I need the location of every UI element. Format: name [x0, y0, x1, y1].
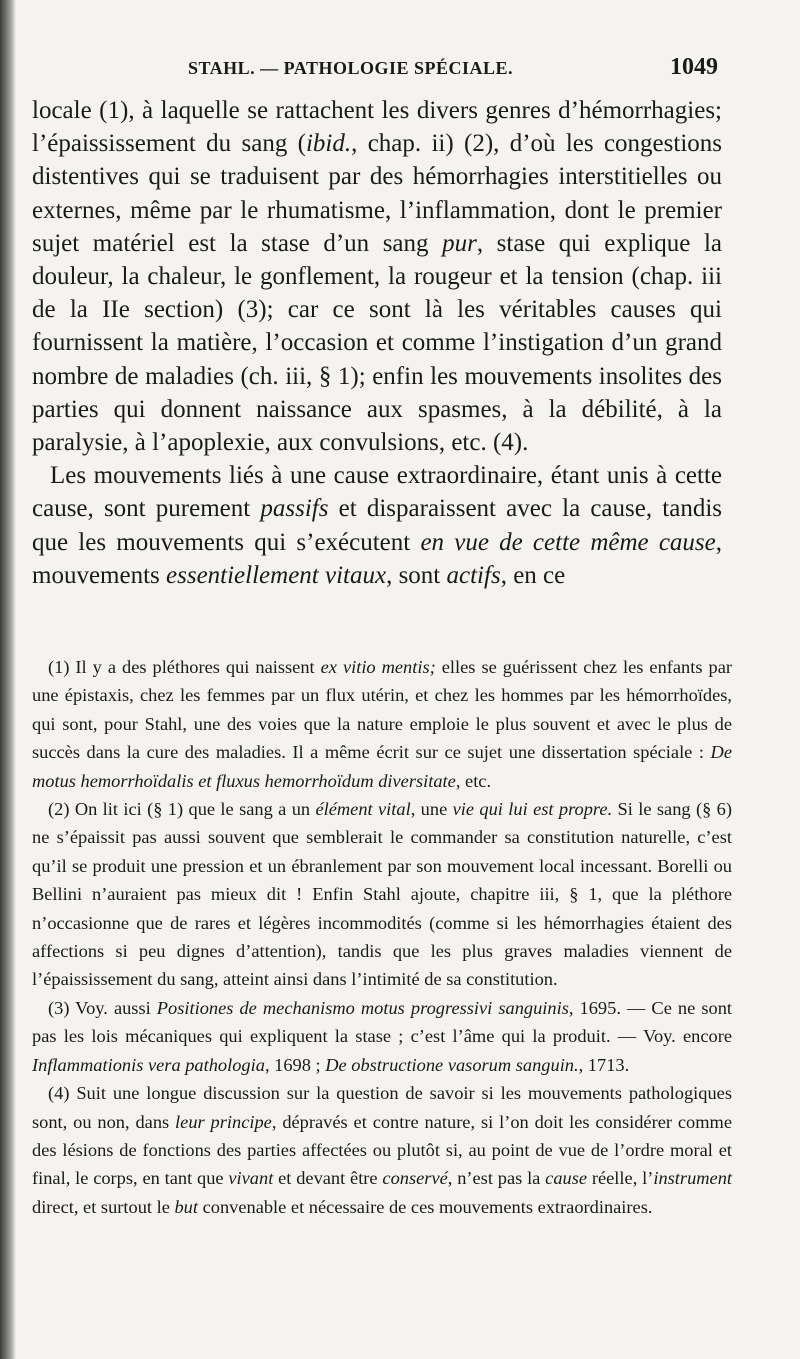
running-head: STAHL. — PATHOLOGIE SPÉCIALE. — [188, 58, 514, 78]
footnote-4: (4) Suit une longue discussion sur la question de savoir si les mouvements pathologiques sont, ou non, dans leur principe, dépravés et contre nature, si l’on doit les considérer comme des lésions de fonctions des parties affectées ou plutôt si, au point de vue de l’ordre moral et final, le corps, en tant que vivant et devant être conservé, n’est pas la cause réelle, l’instrument direct, et surtout le but convenable et nécessaire de ces mouvements extraordinaires. — [32, 1083, 733, 1217]
paragraph-2: Les mouvements liés à une cause extraordinaire, étant unis à cette cause, sont purement passifs et disparaissent avec la cause, tandis que les mouvements qui s’exécutent en vue de cette même cause, mouvements essentiellement vitaux, sont actifs, en ce — [32, 462, 722, 589]
footnote-1: (1) Il y a des pléthores qui naissent ex vitio mentis; elles se guérissent chez les enfants par une épistaxis, chez les femmes par un flux utérin, et chez les hommes par les hémorrhoïdes, qui sont, pour Stahl, une des voies que la nature emploie le plus souvent et avec le plus de succès dans la cure des maladies. Il a même écrit sur ce sujet une dissertation spéciale : De motus hemorrhoïdalis et fluxus hemorrhoïdum diversitate, etc. — [32, 657, 732, 791]
page-header — [0, 54, 800, 88]
paragraph-1: locale (1), à laquelle se rattachent les divers genres d’hémorrhagies; l’épaississement du sang (ibid., chap. ii) (2), d’où les congestions distentives qui se traduisent par des hémorrhagies interstitielles ou externes, même par le rhumatisme, l’inflammation, dont le premier sujet matériel est la stase d’un sang pur, stase qui explique la douleur, la chaleur, le gonflement, la rougeur et la tension (chap. iii de la IIe section) (3); car ce sont là les véritables causes qui fournissent la matière, l’occasion et comme l’instigation d’un grand nombre de maladies (ch. iii, § 1); enfin les mouvements insolites des parties qui donnent naissance aux spasmes, à la débilité, à la paralysie, à l’apoplexie, aux convulsions, etc. (4). — [32, 97, 722, 457]
book-gutter-shadow — [0, 0, 16, 1359]
footnote-2: (2) On lit ici (§ 1) que le sang a un élément vital, une vie qui lui est propre. Si le sang (§ 6) ne s’épaissit pas aussi souvent que semblerait le commander sa constitution naturelle, c’est qu’il se produit une pression et un ébranlement par son mouvement local incessant. Borelli ou Bellini n’auraient pas mieux dit ! Enfin Stahl ajoute, chapitre iii, § 1, que la pléthore n’occasionne que de rares et légères incommodités (comme si les hémorrhagies étaient des affections si peu dignes d’attention), tandis que les plus graves maladies viennent de l’épaississement du sang, atteint ainsi dans l’intimité de sa constitution. — [32, 799, 732, 990]
main-text — [32, 94, 722, 592]
page-number: 1049 — [670, 54, 718, 80]
footnotes — [32, 653, 732, 1221]
footnote-3: (3) Voy. aussi Positiones de mechanismo motus progressivi sanguinis, 1695. — Ce ne sont pas les lois mécaniques qui expliquent la stase ; c’est l’âme qui la produit. — Voy. encore Inflammationis vera pathologia, 1698 ; De obstructione vasorum sanguin., 1713. — [32, 997, 733, 1075]
